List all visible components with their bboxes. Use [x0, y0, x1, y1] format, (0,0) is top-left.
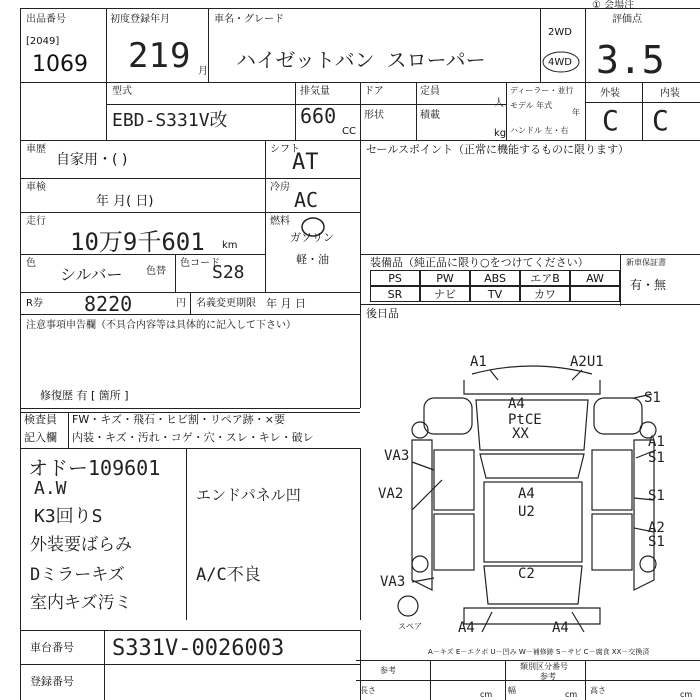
month-unit: 月 [198, 66, 208, 77]
interior-value: C [652, 104, 669, 137]
damage-mark: A1 [648, 434, 665, 450]
model-div-3 [416, 82, 417, 140]
recycle-value: 8220 [84, 292, 133, 316]
fuel-options2: 軽・油 [296, 253, 329, 266]
chassis-label: 車台番号 [30, 641, 74, 654]
color-code-value: S28 [212, 262, 245, 283]
lot-label: 出品番号 [26, 14, 66, 25]
equipment-item: エアB [520, 270, 570, 286]
sales-point-label: セールスポイント（正常に機能するものに限ります） [366, 143, 630, 156]
equipment-item: TV [470, 286, 520, 302]
person-unit: 人 [494, 98, 504, 109]
model-div-4 [506, 82, 507, 140]
footer-r-mid [356, 680, 700, 681]
shift-value: AT [292, 150, 319, 175]
inspection-value: 年 月( 日) [96, 194, 154, 209]
damage-mark: VA3 [384, 448, 410, 464]
color-code-label: 色コード [180, 258, 220, 269]
width-label: 幅 [508, 686, 516, 695]
left-front-fender [424, 398, 472, 434]
damage-mark: VA2 [378, 486, 404, 502]
hw-column-div [186, 448, 187, 620]
equipment-item [570, 286, 620, 302]
hw-right-edge [360, 448, 361, 620]
footer-r-top [356, 660, 700, 661]
hw-line-6: 室内キズ汚ミ [30, 593, 132, 613]
warranty-value: 有・無 [630, 278, 667, 292]
damage-mark: A4 [518, 486, 535, 502]
inspector-line-bot [20, 448, 360, 449]
hw-side-2: A/C不良 [196, 565, 261, 585]
damage-mark: PtCE [508, 412, 542, 428]
warranty-div [620, 254, 621, 306]
drive-2wd: 2WD [548, 27, 572, 38]
fuel-label: 燃料 [270, 216, 290, 227]
windshield [480, 454, 584, 478]
name-label: 車名・グレード [214, 14, 284, 25]
left-rear-door [434, 514, 474, 570]
color-value: シルバー [60, 265, 123, 284]
repair-label: 修復歴 有 [ 箇所 ] [40, 389, 129, 402]
inspection-label: 車検 [26, 182, 46, 193]
cm-1: cm [480, 690, 493, 699]
fuel-options: ガソリン [290, 231, 334, 244]
equipment-item: SR [370, 286, 420, 302]
left-line-6 [20, 408, 360, 409]
damage-mark: S1 [648, 534, 665, 550]
shape-label: 形状 [364, 110, 384, 121]
disp-label: 排気量 [300, 86, 330, 97]
right-rear-door [592, 514, 632, 570]
equipment-item: AW [570, 270, 620, 286]
equipment-item: PW [420, 270, 470, 286]
damage-mark: A2 [648, 520, 665, 536]
model-div-1 [295, 82, 296, 140]
dealer-label: ディーラー・並行 [510, 86, 574, 95]
hw-line-4: 外装要ばらみ [30, 535, 132, 555]
exterior-label: 外装 [600, 88, 620, 99]
mileage-value: 10万9千601 [70, 228, 205, 256]
hdr-div-1 [106, 8, 107, 140]
equipment-item: ABS [470, 270, 520, 286]
spare-tire [398, 596, 418, 616]
footer-r-div3 [585, 660, 586, 700]
rear-bumper [464, 608, 600, 624]
hw-side-1: エンドパネル凹 [196, 486, 301, 504]
year-unit: 年 [572, 108, 580, 117]
class-label: 類別区分番号 [520, 662, 568, 671]
first-reg-month: 9 [170, 36, 191, 76]
history-label: 車歴 [26, 144, 46, 155]
damage-mark: A4 [458, 620, 475, 636]
reg-limit-label: 名義変更期限 [196, 298, 256, 309]
capacity-label: 定員 [420, 86, 440, 97]
model-div-5 [642, 82, 643, 140]
footer-r-div1 [430, 660, 431, 700]
hw-line-2: A.W [34, 478, 67, 499]
equipment-item: ナビ [420, 286, 470, 302]
damage-mark: S1 [644, 390, 661, 406]
length-label: 長さ [360, 686, 376, 695]
score-value: 3.5 [596, 38, 665, 82]
disp-value: 660 [300, 104, 337, 128]
lot-number: 1069 [32, 52, 88, 77]
footer-r-div2 [505, 660, 506, 700]
notes-label: 注意事項申告欄（不具合内容等は具体的に記入して下さい） [26, 320, 296, 331]
equip-top-line [360, 254, 700, 255]
left-line-1 [20, 178, 360, 179]
first-reg-label: 初度登録年月 [110, 14, 170, 25]
damage-mark: A1 [470, 354, 487, 370]
hw-line-3: K3回りS [34, 506, 103, 527]
model-label: 型式 [112, 86, 132, 97]
damage-mark: U2 [518, 504, 535, 520]
left-mid-div [265, 140, 266, 292]
left-right-edge [360, 140, 361, 408]
fuel-circle [298, 212, 328, 242]
kg-unit: kg [494, 128, 507, 139]
mileage-label: 走行 [26, 216, 46, 227]
entry-line: 内装・キズ・汚れ・コゲ・穴・スレ・キレ・破レ [72, 431, 314, 444]
shift-label: シフト [270, 144, 300, 155]
damage-mark: S1 [648, 488, 665, 504]
model-div-2 [360, 82, 361, 140]
recycle-label: R券 [26, 298, 43, 309]
cc-unit: CC [342, 126, 356, 137]
ref-label-1: 参考 [380, 666, 396, 675]
damage-mark: A4 [508, 396, 525, 412]
color-label: 色 [26, 258, 36, 269]
hdr-div-4 [585, 8, 586, 140]
reg-no-label: 登録番号 [30, 675, 74, 688]
reg-limit-value: 年 月 日 [266, 297, 306, 310]
drive-4wd: 4WD [548, 57, 572, 68]
yen-unit: 円 [176, 298, 186, 309]
ac-label: 冷房 [270, 182, 290, 193]
height-label: 高さ [590, 686, 606, 695]
exterior-value: C [602, 104, 619, 137]
top-right-note: ① 会場注 [592, 0, 635, 11]
right-front-door [592, 450, 632, 510]
footer-div [104, 630, 105, 700]
left-front-door [434, 450, 474, 510]
load-label: 積載 [420, 110, 440, 121]
ref-label-2: 参考 [540, 672, 556, 681]
equipment-label: 装備品（純正品に限り○をつけてください） [370, 256, 589, 269]
aftermarket-label: 後日品 [366, 307, 399, 320]
damage-mark: VA3 [380, 574, 406, 590]
hw-line-5: Dミラーキズ [30, 565, 125, 585]
drive-4wd-circle [541, 49, 581, 75]
damage-mark: XX [512, 426, 529, 442]
model-year-label: モデル 年式 [510, 101, 553, 110]
damage-mark: A4 [552, 620, 569, 636]
handle-label: ハンドル 左・右 [510, 126, 569, 135]
equipment-item: カワ [520, 286, 570, 302]
right-front-fender [594, 398, 642, 434]
inspector-div [68, 412, 69, 448]
hdr-div-2 [208, 8, 209, 82]
equipment-item: PS [370, 270, 420, 286]
damage-legend: A－キズ E－エクボ U－凹み W－補修跡 S－サビ C－腐食 XX－交換済 [428, 648, 650, 656]
spare-label: スペア [398, 622, 422, 631]
ac-value: AC [294, 188, 319, 212]
inspector-label: 検査員 [24, 413, 57, 426]
wheel-rl [412, 556, 428, 572]
left-line-5 [20, 314, 360, 315]
recycle-div [190, 292, 191, 314]
inspector-line: FW・キズ・飛石・ヒビ割・リペア跡・×要 [72, 413, 285, 426]
lot-sub: [2049] [26, 36, 60, 47]
name-value: ハイゼットバン スローパー [236, 48, 486, 72]
damage-mark: S1 [648, 450, 665, 466]
damage-mark: A2U1 [570, 354, 604, 370]
interior-label: 内装 [660, 88, 680, 99]
hw-line-1: オドー109601 [28, 456, 161, 480]
chassis-value: S331V-0026003 [112, 636, 285, 661]
footer-top [20, 630, 360, 631]
entry-label: 記入欄 [24, 431, 57, 444]
cm-3: cm [680, 690, 693, 699]
first-reg-year: 21 [128, 36, 169, 76]
color-change-label: 色替 [146, 266, 166, 277]
equip-bottom-line [360, 304, 700, 305]
damage-mark: C2 [518, 566, 535, 582]
car-damage-diagram [372, 350, 698, 640]
km-unit: km [222, 240, 238, 251]
footer-mid [20, 664, 360, 665]
cm-2: cm [565, 690, 578, 699]
color-div [175, 254, 176, 292]
score-label: 評価点 [612, 14, 642, 25]
warranty-label: 新車保証書 [626, 258, 666, 267]
model-value: EBD-S331V改 [112, 110, 228, 131]
frame-left [20, 8, 21, 700]
door-label: ドア [364, 86, 384, 97]
history-value: 自家用・( ) [56, 152, 128, 168]
